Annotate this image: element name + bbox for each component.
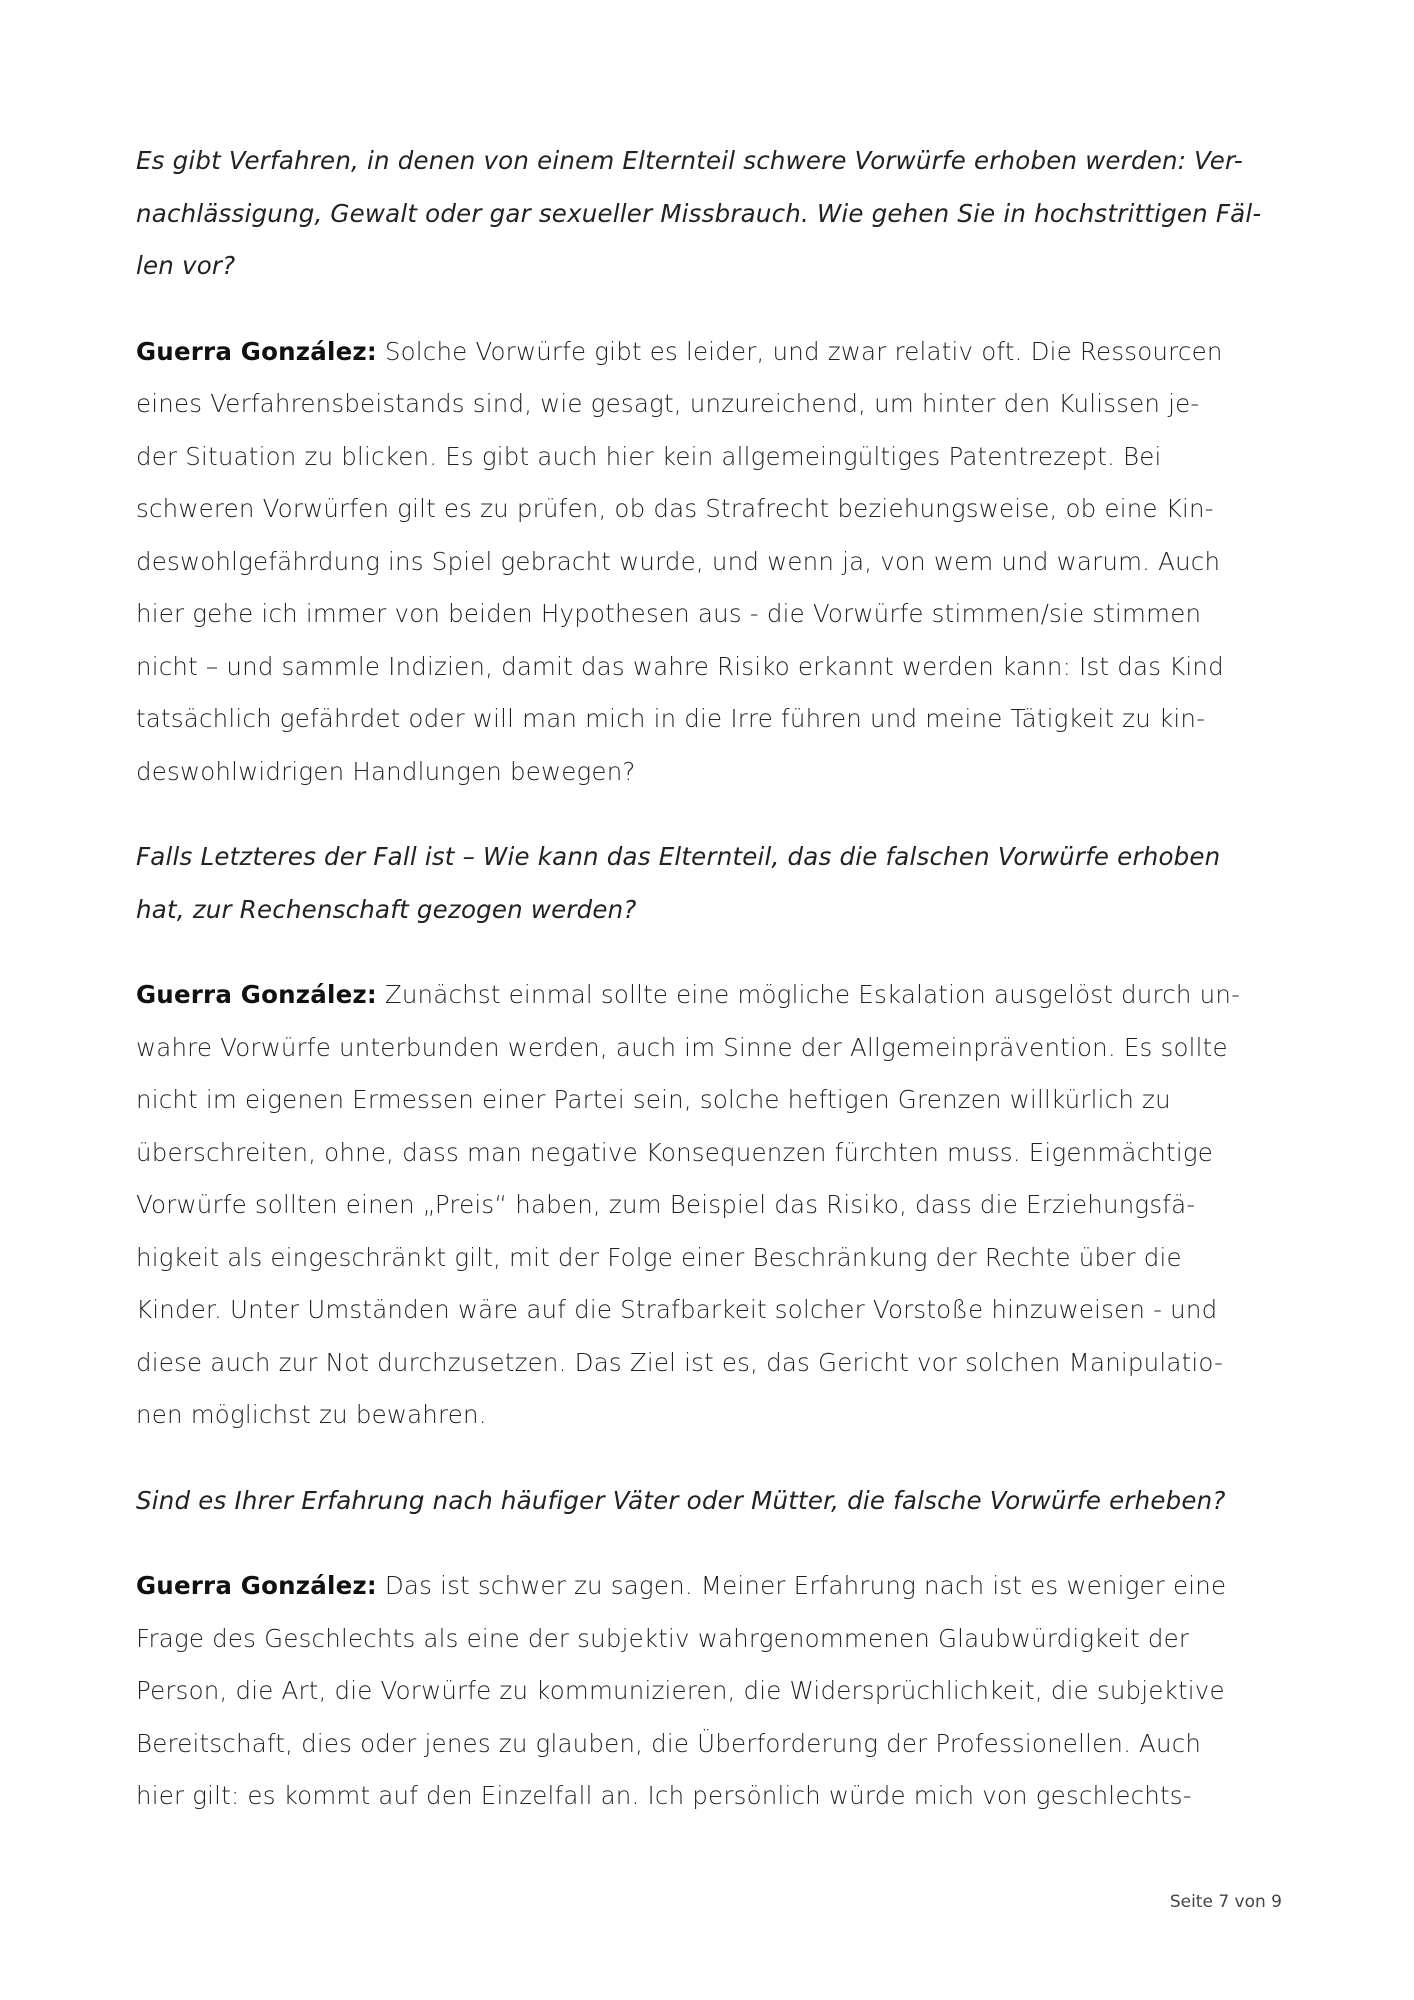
page-body — [136, 135, 1286, 1823]
paragraph-spacer — [136, 936, 1286, 969]
answer-text: Das ist schwer zu sagen. Meiner Erfahrung nach ist es weniger eine — [376, 1571, 1227, 1600]
text-line — [136, 326, 1286, 379]
text-line: überschreiten, ohne, dass man negative Konsequenzen fürchten muss. Eigenmächtige — [136, 1137, 1214, 1167]
interview-answer — [136, 969, 1286, 1442]
paragraph-spacer — [136, 1442, 1286, 1475]
text-line: higkeit als eingeschränkt gilt, mit der Folge einer Beschränkung der Rechte über die — [136, 1242, 1182, 1272]
text-line: deswohlgefährdung ins Spiel gebracht wurde, und wenn ja, von wem und warum. Auch — [136, 546, 1221, 576]
page-number: Seite 7 von 9 — [1169, 1892, 1282, 1912]
text-line: hier gehe ich immer von beiden Hypothesen aus - die Vorwürfe stimmen/sie stimmen — [136, 599, 1202, 628]
interview-question — [136, 831, 1286, 936]
text-line: eines Verfahrensbeistands sind, wie gesagt, unzureichend, um hinter den Kulissen je- — [136, 389, 1200, 418]
text-line: Bereitschaft, dies oder jenes zu glauben, die Überforderung der Professionellen. Auch — [136, 1728, 1202, 1758]
answer-text: Zunächst einmal sollte eine mögliche Eskalation ausgelöst durch un- — [376, 980, 1241, 1009]
interview-answer — [136, 326, 1286, 799]
text-line: nen möglichst zu bewahren. — [136, 1400, 487, 1429]
text-line — [136, 1560, 1286, 1613]
text-line: Vorwürfe sollten einen „Preis“ haben, zum Beispiel das Risiko, dass die Erziehungsfä- — [136, 1190, 1196, 1219]
text-line: tatsächlich gefährdet oder will man mich in die Irre führen und meine Tätigkeit zu kin- — [136, 704, 1206, 733]
interview-question — [136, 135, 1286, 293]
text-line: nachlässigung, Gewalt oder gar sexueller Missbrauch. Wie gehen Sie in hochstrittigen Fäl- — [136, 198, 1262, 228]
speaker-name: Guerra González: — [136, 336, 377, 366]
text-line: Falls Letzteres der Fall ist – Wie kann das Elternteil, das die falschen Vorwürfe erhoben — [136, 842, 1221, 871]
text-line: wahre Vorwürfe unterbunden werden, auch im Sinne der Allgemeinprävention. Es sollte — [136, 1032, 1228, 1062]
paragraph-spacer — [136, 798, 1286, 831]
paragraph-spacer — [136, 293, 1286, 326]
text-line — [136, 969, 1286, 1022]
text-line: Frage des Geschlechts als eine der subjektiv wahrgenommenen Glaubwürdigkeit der — [136, 1623, 1190, 1653]
speaker-name: Guerra González: — [136, 1571, 377, 1600]
answer-text: Solche Vorwürfe gibt es leider, und zwar relativ oft. Die Ressourcen — [376, 336, 1223, 366]
speaker-name: Guerra González: — [136, 980, 377, 1009]
text-line: Sind es Ihrer Erfahrung nach häufiger Väter oder Mütter, die falsche Vorwürfe erheben? — [136, 1485, 1226, 1515]
text-line: Kinder. Unter Umständen wäre auf die Strafbarkeit solcher Vorstoße hinzuweisen - und — [136, 1295, 1218, 1324]
text-line: Person, die Art, die Vorwürfe zu kommunizieren, die Widersprüchlichkeit, die subjektive — [136, 1676, 1225, 1705]
text-line: schweren Vorwürfen gilt es zu prüfen, ob das Strafrecht beziehungsweise, ob eine Kin- — [136, 494, 1214, 523]
text-line: diese auch zur Not durchzusetzen. Das Ziel ist es, das Gericht vor solchen Manipulatio- — [136, 1347, 1224, 1377]
text-line: nicht im eigenen Ermessen einer Partei sein, solche heftigen Grenzen willkürlich zu — [136, 1085, 1171, 1114]
text-line: hier gilt: es kommt auf den Einzelfall an. Ich persönlich würde mich von geschlechts- — [136, 1781, 1192, 1810]
text-line: nicht – und sammle Indizien, damit das wahre Risiko erkannt werden kann: Ist das Kind — [136, 651, 1224, 681]
text-line: len vor? — [136, 251, 236, 280]
text-line: der Situation zu blicken. Es gibt auch hier kein allgemeingültiges Patentrezept. Bei — [136, 441, 1162, 471]
paragraph-spacer — [136, 1527, 1286, 1560]
text-line: deswohlwidrigen Handlungen bewegen? — [136, 756, 636, 786]
text-line: Es gibt Verfahren, in denen von einem Elternteil schwere Vorwürfe erhoben werden: Ver- — [136, 146, 1243, 175]
interview-question — [136, 1475, 1286, 1528]
interview-answer — [136, 1560, 1286, 1823]
text-line: hat, zur Rechenschaft gezogen werden? — [136, 894, 637, 924]
